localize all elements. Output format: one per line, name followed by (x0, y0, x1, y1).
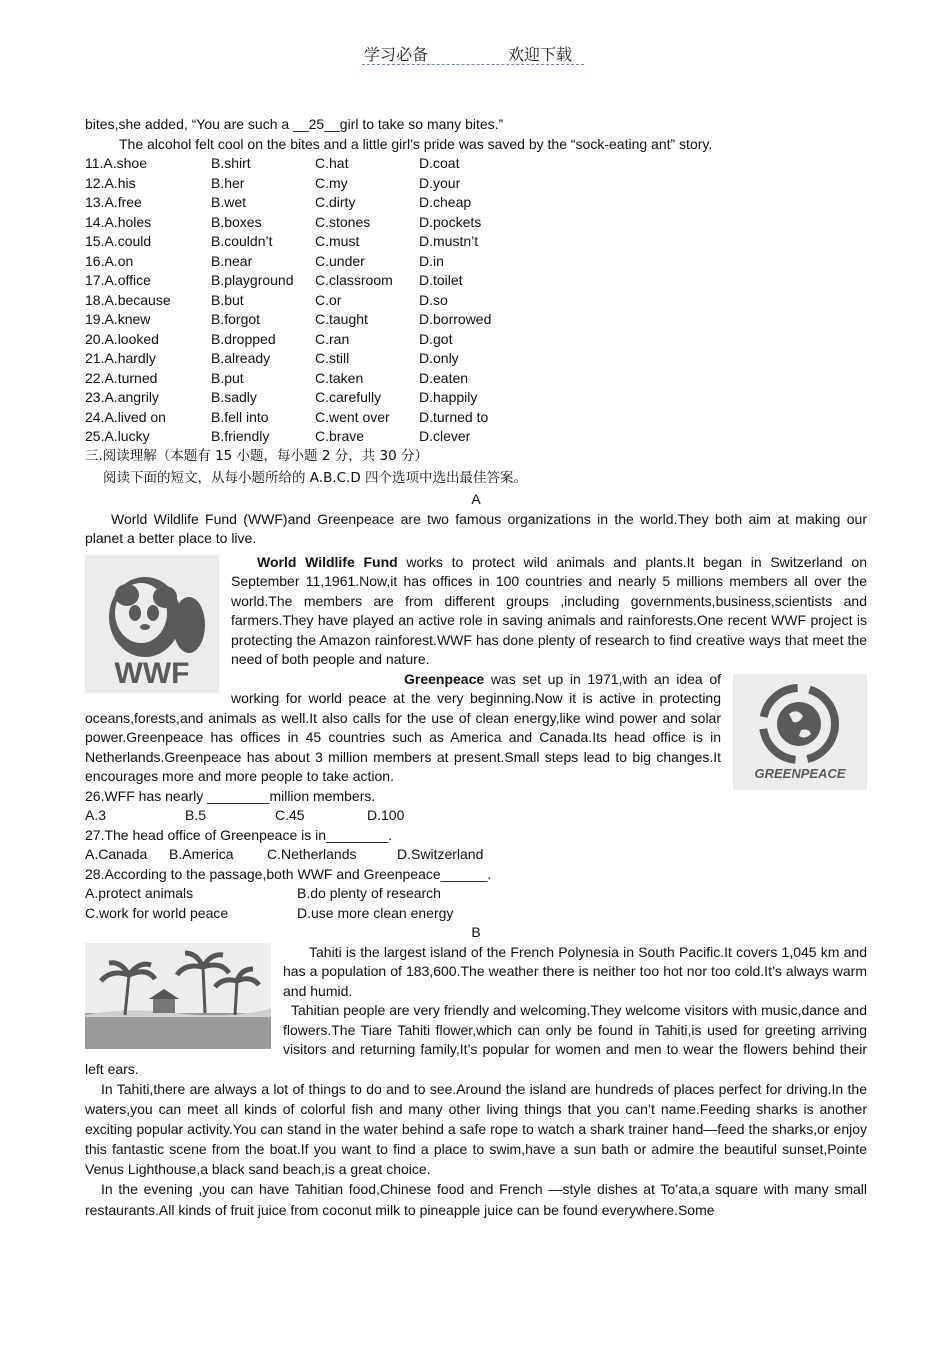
cloze-option-d: D.clever (419, 428, 471, 444)
wwf-logo-image (85, 555, 219, 693)
cloze-option-b: B.near (211, 252, 253, 269)
greenpeace-logo-image (733, 674, 867, 790)
cloze-option-a: 13.A.free (85, 194, 142, 210)
cloze-option-c: C.carefully (315, 389, 382, 405)
greenpeace-text: was set up in 1971,with an idea of working for world peace at the very beginning.Now it is active in protecting oceans,forests,and animals as well.It also calls for the use of clean energy,like wind power and solar power.Greenpeace has offices in 45 countries such as America and Canada.Its head office is in Netherlands.Greenpeace has about 3 million members at present.Small steps lead to big changes.It encourages more and more people to take action. (85, 670, 721, 784)
tahiti-paragraph-3 (85, 1079, 867, 1179)
cloze-option-a: 19.A.knew (85, 311, 151, 327)
cloze-option-a: 20.A.looked (85, 330, 159, 347)
cloze-question-row (85, 154, 867, 174)
tahiti-text-4: In the evening ,you can have Tahitian food,Chinese food and French —style dishes at To’ata,a square with many small restaurants.All kinds of fruit juice from coconut milk to pineapple juice can be found everywhere.Some (85, 1181, 867, 1218)
cloze-option-b: B.forgot (211, 311, 261, 327)
cloze-option-a: 15.A.could (85, 233, 152, 249)
cloze-option-d: D.your (419, 174, 461, 191)
tahiti-image (85, 943, 271, 1049)
cloze-option-b: B.but (211, 291, 244, 308)
question-option: B.America (169, 846, 234, 862)
cloze-option-c: C.or (315, 291, 342, 308)
question-option: B.do plenty of research (297, 885, 441, 901)
cloze-question-row (85, 252, 867, 272)
cloze-option-c: C.taught (315, 311, 368, 327)
cloze-option-c: C.ran (315, 330, 350, 347)
question-options-row (85, 806, 867, 826)
cloze-question-row (85, 408, 867, 428)
question-stem: 27.The head office of Greenpeace is in________. (85, 826, 393, 843)
cloze-option-a: 14.A.holes (85, 213, 152, 230)
wwf-title: World Wildlife Fund (257, 553, 398, 570)
tahiti-text-3: In Tahiti,there are always a lot of things to do and to see.Around the island are hundreds of places perfect for driving.In the waters,you can meet all kinds of colorful fish and many other living things that you can’t name.Feeding sharks is another exciting popular activity.You can stand in the water behind a safe rope to watch a shark trainer hand—feed the sharks,or enjoy this fantastic scene from the boat.If you want to find a place to swim,have a sun bath or admire the beautiful sunset,Pointe Venus Lighthouse,a black sand beach,is a great choice. (85, 1081, 867, 1177)
cloze-option-d: D.in (419, 252, 444, 269)
cloze-option-b: B.sadly (211, 389, 257, 405)
cloze-option-c: C.went over (315, 408, 390, 425)
cloze-option-b: B.wet (211, 194, 247, 210)
cloze-option-c: C.my (315, 174, 348, 191)
page-header (362, 42, 584, 65)
cloze-option-c: C.under (315, 252, 365, 269)
cloze-option-d: D.coat (419, 155, 460, 171)
cloze-question-row (85, 369, 867, 389)
cloze-option-c: C.dirty (315, 194, 356, 210)
tahiti-paragraph-4 (85, 1179, 867, 1221)
cloze-option-b: B.dropped (211, 330, 276, 347)
tahiti-text-1: Tahiti is the largest island of the French Polynesia in South Pacific.It covers 1,045 km and has a population of 183,600.The weather there is neither too hot nor too cold.It’s always warm and humid. (283, 943, 867, 999)
cloze-option-d: D.eaten (419, 369, 469, 386)
cloze-option-b: B.couldn’t (211, 233, 273, 249)
cloze-question-row (85, 193, 867, 213)
cloze-option-c: C.taken (315, 369, 364, 386)
cloze-option-a: 25.A.lucky (85, 428, 150, 444)
intro-line: The alcohol felt cool on the bites and a little girl’s pride was saved by the “sock-eating ant” story. (119, 135, 713, 152)
header-right-text: 欢迎下载 (508, 47, 573, 64)
wwf-text: works to protect wild animals and plants.It began in Switzerland on September 11,1961.Now,it has offices in 100 countries and nearly 5 millions members all over the world.The members are from different groups ,including governments,business,scientists and farmers.They have played an active role in saving animals and rainforests.One recent WWF project is protecting the Amazon rainforest.WWF has done plenty of research to find creative ways that meet the need of both people and nature. (231, 553, 867, 667)
passage-a-intro (85, 510, 867, 549)
cloze-option-a: 18.A.because (85, 291, 171, 308)
question-option: C.45 (275, 807, 305, 823)
passage-a-intro-text: World Wildlife Fund (WWF)and Greenpeace are two famous organizations in the world.They both aim at making our planet a better place to live. (85, 510, 867, 546)
question-option: A.Canada (85, 846, 148, 862)
question-option: A.protect animals (85, 885, 194, 901)
cloze-option-d: D.got (419, 330, 453, 347)
cloze-option-b: B.put (211, 369, 244, 386)
question-options-row (85, 884, 867, 904)
cloze-question-row (85, 291, 867, 311)
greenpeace-title: Greenpeace (404, 670, 485, 687)
intro-line: bites,she added, “You are such a __25__girl to take so many bites.” (85, 116, 504, 132)
cloze-option-a: 16.A.on (85, 252, 134, 269)
question-option: C.work for world peace (85, 904, 229, 921)
cloze-question-row (85, 310, 867, 330)
question-option: D.Switzerland (397, 846, 484, 862)
document-body (85, 115, 867, 1221)
cloze-option-a: 17.A.office (85, 272, 151, 288)
cloze-option-a: 23.A.angrily (85, 389, 159, 405)
wwf-logo-text: WWF (114, 656, 190, 690)
cloze-option-a: 24.A.lived on (85, 408, 166, 425)
passage-label-b: B (471, 924, 481, 940)
question-option: D.use more clean energy (297, 904, 454, 921)
cloze-question-row (85, 271, 867, 291)
cloze-option-d: D.borrowed (419, 311, 492, 327)
question-options-row (85, 845, 867, 865)
question-options-row (85, 904, 867, 924)
cloze-option-a: 12.A.his (85, 174, 136, 191)
cloze-option-c: C.must (315, 233, 360, 249)
cloze-option-b: B.friendly (211, 428, 270, 444)
cloze-option-a: 11.A.shoe (85, 155, 148, 171)
cloze-question-row (85, 232, 867, 252)
cloze-option-d: D.mustn’t (419, 233, 479, 249)
cloze-option-d: D.only (419, 350, 459, 366)
question-option: B.5 (185, 807, 207, 823)
cloze-option-d: D.cheap (419, 194, 472, 210)
greenpeace-logo-text: GREENPEACE (754, 765, 846, 781)
section-instruction: 阅读下面的短文，从每小题所给的 A.B.C.D 四个选项中选出最佳答案。 (103, 470, 528, 486)
cloze-option-a: 22.A.turned (85, 369, 158, 386)
passage-a-questions (85, 787, 867, 924)
cloze-options-list (85, 154, 867, 447)
question-option: A.3 (85, 807, 107, 823)
question-option: C.Netherlands (267, 846, 357, 862)
cloze-option-d: D.so (419, 291, 448, 308)
cloze-option-b: B.shirt (211, 155, 251, 171)
tahiti-text-2: Tahitian people are very friendly and welcoming.They welcome visitors with music,dance and flowers.The Tiare Tahiti flower,which can only be found in Tahiti,is used for greeting arriving visitors and returning family,It’s popular for women and men to wear the flowers behind their left ears. (85, 1002, 867, 1077)
cloze-option-d: D.pockets (419, 213, 482, 230)
cloze-option-a: 21.A.hardly (85, 350, 156, 366)
cloze-option-b: B.boxes (211, 213, 262, 230)
cloze-option-d: D.happily (419, 389, 478, 405)
question-stem: 28.According to the passage,both WWF and Greenpeace______. (85, 865, 492, 882)
question-option: D.100 (367, 807, 405, 823)
cloze-question-row (85, 388, 867, 408)
header-left-text: 学习必备 (364, 47, 429, 64)
cloze-option-d: D.turned to (419, 408, 489, 425)
cloze-option-c: C.hat (315, 155, 349, 171)
cloze-option-b: B.her (211, 174, 245, 191)
cloze-option-b: B.fell into (211, 408, 269, 425)
cloze-option-b: B.already (211, 350, 271, 366)
section-title: 三.阅读理解（本题有 15 小题，每小题 2 分，共 30 分） (85, 447, 428, 464)
cloze-option-d: D.toilet (419, 272, 463, 288)
cloze-option-c: C.still (315, 350, 350, 366)
question-stem: 26.WFF has nearly ________million members. (85, 787, 376, 804)
passage-label-a: A (471, 491, 481, 507)
cloze-question-row (85, 330, 867, 350)
cloze-option-b: B.playground (211, 272, 294, 288)
cloze-option-c: C.stones (315, 213, 371, 230)
cloze-option-c: C.classroom (315, 272, 393, 288)
cloze-question-row (85, 174, 867, 194)
cloze-question-row (85, 349, 867, 369)
cloze-question-row (85, 213, 867, 233)
cloze-option-c: C.brave (315, 428, 365, 444)
cloze-question-row (85, 427, 867, 447)
